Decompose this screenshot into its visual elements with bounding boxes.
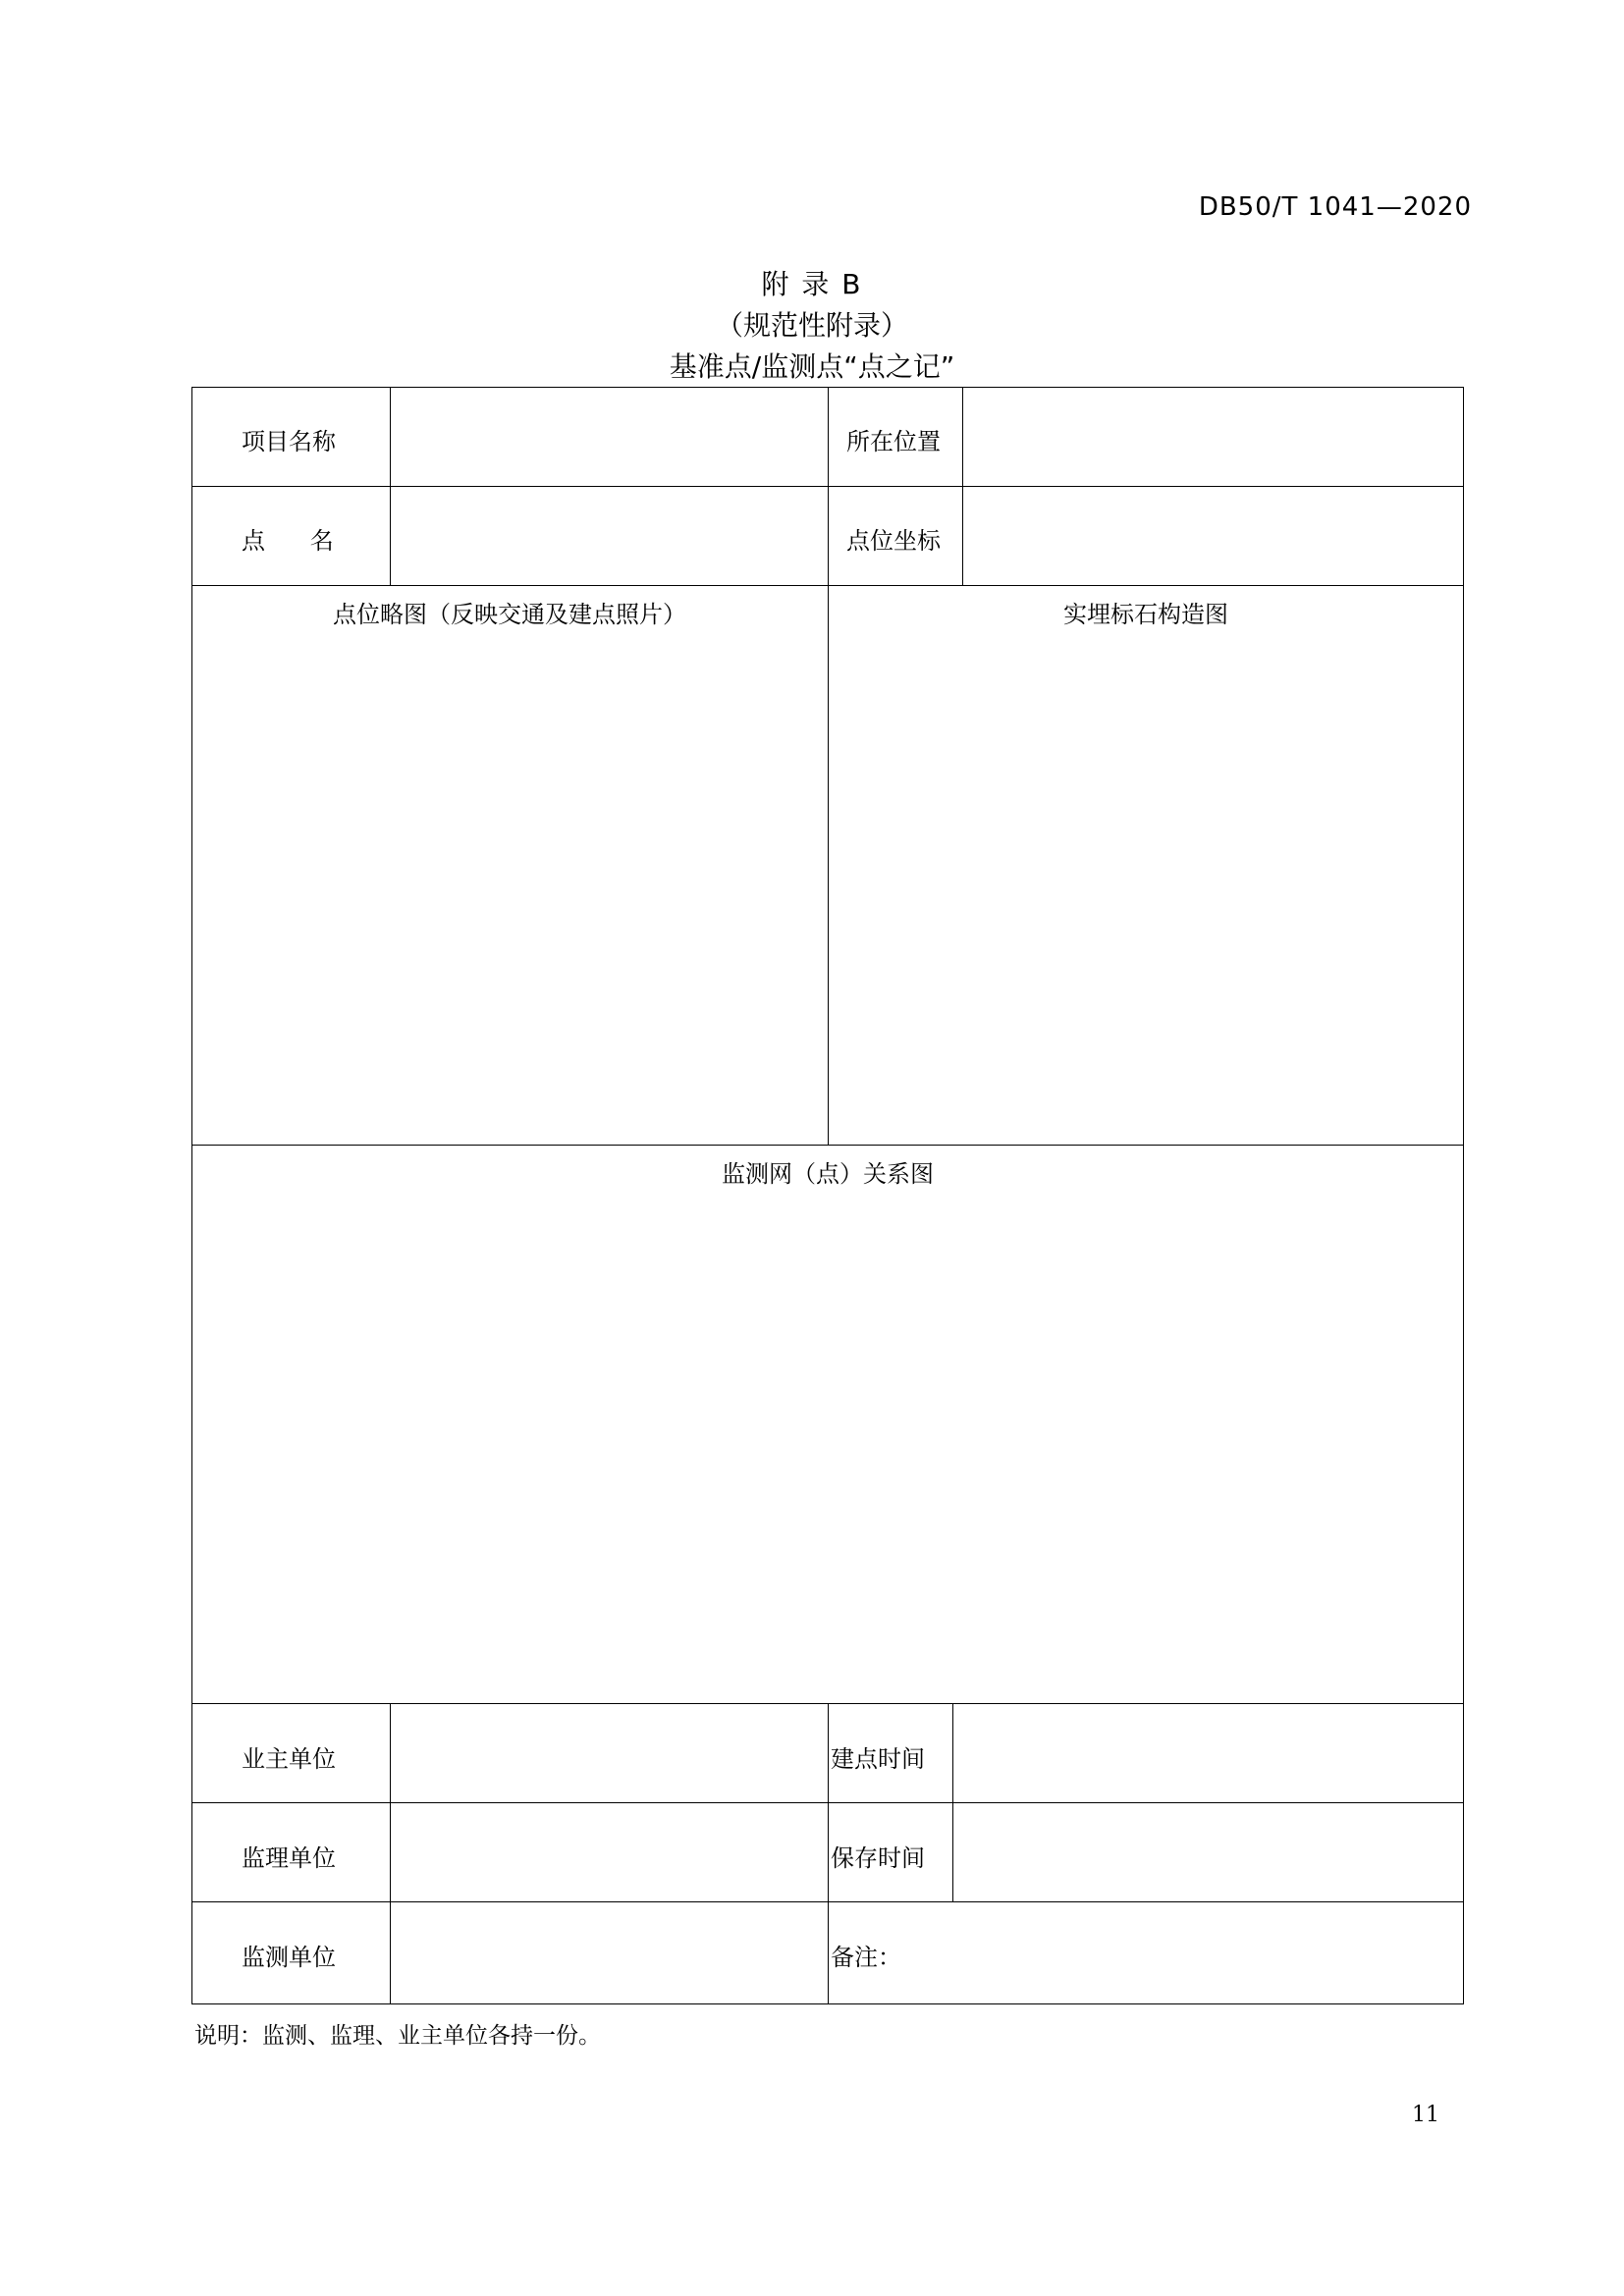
owner-unit-label: 业主单位 (242, 1745, 336, 1773)
appendix-type: （规范性附录） (715, 309, 908, 342)
coordinates-label: 点位坐标 (846, 527, 941, 555)
location-label: 所在位置 (846, 428, 941, 455)
column-divider (390, 1703, 391, 2004)
supervision-unit-label: 监理单位 (242, 1844, 336, 1872)
column-divider (828, 1703, 829, 2004)
appendix-title: 附 录 B (761, 268, 863, 300)
form-title: 基准点/监测点“点之记” (669, 350, 955, 383)
remarks-label: 备注： (831, 1944, 901, 1971)
monitoring-unit-label: 监测单位 (242, 1944, 336, 1971)
network-diagram-label: 监测网（点）关系图 (722, 1160, 934, 1188)
footnote: 说明：监测、监理、业主单位各持一份。 (194, 2023, 601, 2049)
point-name-label: 点 名 (242, 527, 334, 555)
sketch-label: 点位略图（反映交通及建点照片） (333, 601, 686, 628)
marker-structure-label: 实埋标石构造图 (1063, 601, 1228, 628)
column-divider (828, 387, 829, 1145)
project-name-label: 项目名称 (242, 428, 336, 455)
column-divider (952, 1703, 953, 1901)
page-number: 11 (1412, 2103, 1439, 2127)
column-divider (962, 387, 963, 585)
column-divider (390, 387, 391, 585)
build-time-label: 建点时间 (831, 1745, 925, 1773)
standard-code: DB50/T 1041—2020 (1198, 192, 1472, 222)
retention-time-label: 保存时间 (831, 1844, 925, 1872)
row-divider (191, 1145, 1464, 1146)
